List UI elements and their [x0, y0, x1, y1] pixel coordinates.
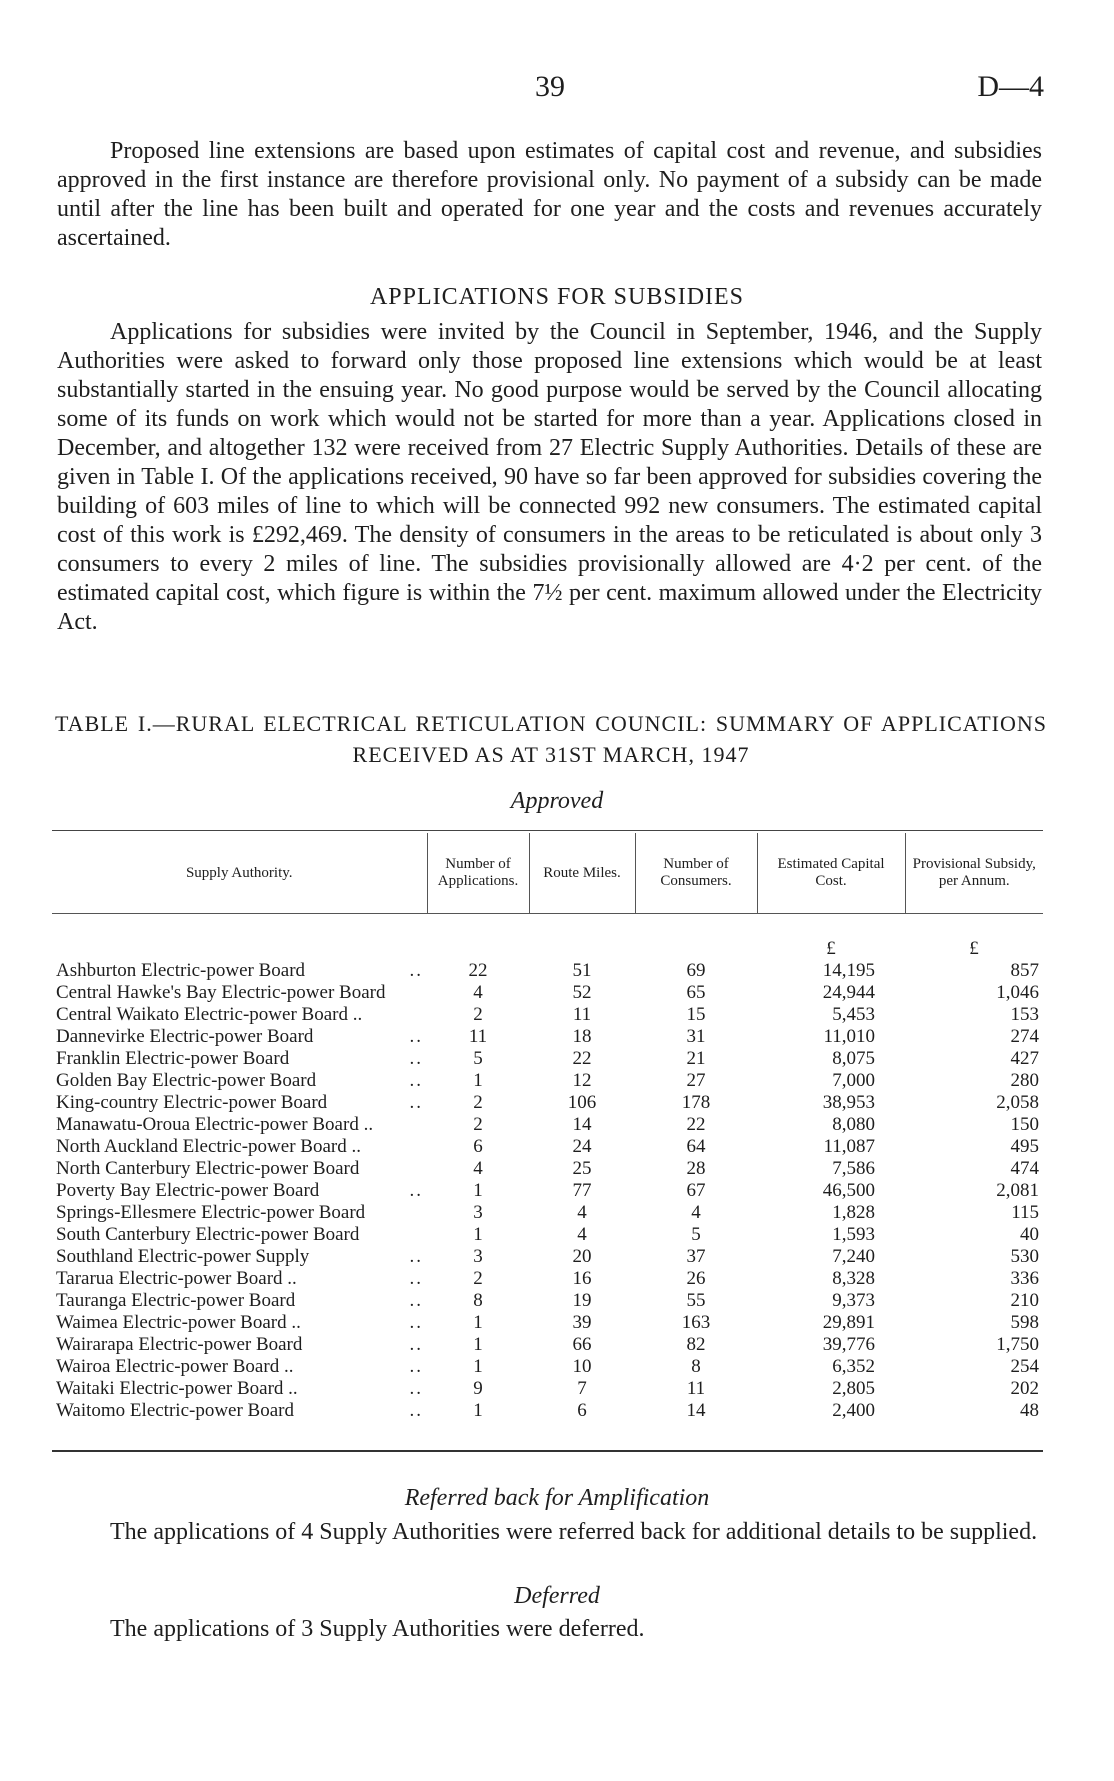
leader-dots: .. — [409, 1312, 423, 1333]
table-header-row — [52, 833, 1043, 914]
row-capital-cost: 8,328 — [832, 1268, 875, 1289]
row-authority — [52, 1180, 427, 1202]
row-subsidy: 48 — [1020, 1400, 1039, 1421]
header-applications: Number of Applications. — [427, 833, 529, 914]
document-code: D—4 — [977, 70, 1044, 103]
row-consumers: 67 — [686, 1180, 706, 1201]
approved-heading: Approved — [510, 788, 604, 814]
row-subsidy: 495 — [1010, 1136, 1039, 1157]
row-subsidy: 1,750 — [996, 1334, 1039, 1355]
row-applications: 1 — [473, 1400, 483, 1421]
authority-name: Waimea Electric-power Board .. — [56, 1312, 301, 1333]
row-consumers: 22 — [686, 1114, 706, 1135]
row-subsidy: 210 — [1010, 1290, 1039, 1311]
row-capital-cost: 2,400 — [832, 1400, 875, 1421]
row-route-miles: 66 — [572, 1334, 592, 1355]
table-row — [52, 1070, 1043, 1092]
authority-name: Central Waikato Electric-power Board .. — [56, 1004, 363, 1025]
row-route-miles: 12 — [572, 1070, 592, 1091]
row-capital-cost: 5,453 — [832, 1004, 875, 1025]
subsidy-unit: £ — [969, 938, 979, 959]
row-consumers: 14 — [686, 1400, 706, 1421]
row-authority — [52, 1202, 427, 1224]
cost-unit: £ — [826, 938, 836, 959]
row-route-miles: 4 — [577, 1202, 587, 1223]
row-route-miles: 4 — [577, 1224, 587, 1245]
leader-dots: .. — [409, 1378, 423, 1399]
row-applications: 9 — [473, 1378, 483, 1399]
row-applications: 3 — [473, 1202, 483, 1223]
row-applications: 3 — [473, 1246, 483, 1267]
row-authority — [52, 1378, 427, 1400]
authority-name: Springs-Ellesmere Electric-power Board — [56, 1202, 366, 1223]
row-subsidy: 280 — [1010, 1070, 1039, 1091]
row-subsidy: 115 — [1011, 1202, 1039, 1223]
leader-dots: .. — [409, 1268, 423, 1289]
applications-paragraph: Applications for subsidies were invited by the Council in September, 1946, and the Supply Authorities were asked to forward only those proposed line extensions which would be at least substantially started in the ensuing year. No good purpose would be served by the Council allocating some of its funds on work which would not be started for more than a year. Applications closed in December, and altogether 132 were received from 27 Electric Supply Authorities. Details of these are given in Table I. Of the applications received, 90 have so far been approved for subsidies covering the building of 603 miles of line to which will be connected 992 new consumers. The estimated capital cost of this work is £292,469. The density of consumers in the areas to be reticulated is about only 3 consumers to every 2 miles of line. The subsidies provisionally allowed are 4·2 per cent. of the estimated capital cost, which figure is within the 7½ per cent. maximum allowed under the Electricity Act. — [57, 319, 1042, 635]
row-route-miles: 39 — [572, 1312, 592, 1333]
row-consumers: 15 — [686, 1004, 706, 1025]
leader-dots: .. — [409, 1180, 423, 1201]
row-capital-cost: 6,352 — [832, 1356, 875, 1377]
row-capital-cost: 38,953 — [822, 1092, 875, 1113]
leader-dots: .. — [409, 1400, 423, 1421]
section-heading: APPLICATIONS FOR SUBSIDIES — [369, 284, 745, 310]
authority-name: Dannevirke Electric-power Board — [56, 1026, 314, 1047]
leader-dots: .. — [409, 1026, 423, 1047]
row-consumers: 28 — [686, 1158, 706, 1179]
table-top-rule — [52, 830, 1043, 831]
row-subsidy: 40 — [1020, 1224, 1039, 1245]
row-consumers: 21 — [686, 1048, 706, 1069]
deferred-heading: Deferred — [514, 1583, 600, 1609]
leader-dots: .. — [409, 960, 423, 981]
row-applications: 2 — [473, 1114, 483, 1135]
row-applications: 8 — [473, 1290, 483, 1311]
table-bottom-rule — [52, 1450, 1043, 1452]
row-authority — [52, 1224, 427, 1246]
row-capital-cost: 7,586 — [832, 1158, 875, 1179]
row-authority — [52, 1246, 427, 1268]
row-subsidy: 2,081 — [996, 1180, 1039, 1201]
row-subsidy: 474 — [1010, 1158, 1039, 1179]
referred-paragraph: The applications of 4 Supply Authorities were referred back for additional details to be supplied. — [110, 1519, 1038, 1545]
row-authority — [52, 1290, 427, 1312]
authority-name: North Canterbury Electric-power Board — [56, 1158, 360, 1179]
row-applications: 22 — [468, 960, 488, 981]
table-row — [52, 1400, 1043, 1422]
row-subsidy: 202 — [1010, 1378, 1039, 1399]
row-applications: 5 — [473, 1048, 483, 1069]
authority-name: Wairoa Electric-power Board .. — [56, 1356, 294, 1377]
row-applications: 6 — [473, 1136, 483, 1157]
authority-name: King-country Electric-power Board — [56, 1092, 328, 1113]
header-route-miles: Route Miles. — [529, 833, 635, 914]
row-authority — [52, 982, 427, 1004]
row-capital-cost: 11,010 — [823, 1026, 875, 1047]
row-applications: 4 — [473, 1158, 483, 1179]
row-consumers: 37 — [686, 1246, 706, 1267]
authority-name: Central Hawke's Bay Electric-power Board — [56, 982, 386, 1003]
row-consumers: 64 — [686, 1136, 706, 1157]
authority-name: Southland Electric-power Supply — [56, 1246, 310, 1267]
row-applications: 1 — [473, 1224, 483, 1245]
row-route-miles: 6 — [577, 1400, 587, 1421]
authority-name: Tararua Electric-power Board .. — [56, 1268, 297, 1289]
table-row — [52, 1356, 1043, 1378]
authority-name: Wairarapa Electric-power Board — [56, 1334, 303, 1355]
row-consumers: 27 — [686, 1070, 706, 1091]
row-route-miles: 19 — [572, 1290, 592, 1311]
header-subsidy: Provisional Subsidy, per Annum. — [905, 833, 1043, 914]
authority-name: Golden Bay Electric-power Board — [56, 1070, 317, 1091]
row-subsidy: 153 — [1010, 1004, 1039, 1025]
row-route-miles: 52 — [572, 982, 592, 1003]
row-subsidy: 857 — [1010, 960, 1039, 981]
row-subsidy: 598 — [1010, 1312, 1039, 1333]
row-authority — [52, 1136, 427, 1158]
leader-dots: .. — [409, 1070, 423, 1091]
table-row — [52, 1378, 1043, 1400]
authority-name: Ashburton Electric-power Board — [56, 960, 306, 981]
row-applications: 1 — [473, 1356, 483, 1377]
authority-name: South Canterbury Electric-power Board — [56, 1224, 360, 1245]
row-route-miles: 20 — [572, 1246, 592, 1267]
row-route-miles: 16 — [572, 1268, 592, 1289]
header-consumers: Number of Consumers. — [635, 833, 757, 914]
row-consumers: 26 — [686, 1268, 706, 1289]
row-consumers: 82 — [686, 1334, 706, 1355]
authority-name: Waitomo Electric-power Board — [56, 1400, 294, 1421]
row-applications: 2 — [473, 1004, 483, 1025]
table-row — [52, 1004, 1043, 1026]
row-capital-cost: 29,891 — [822, 1312, 875, 1333]
row-route-miles: 10 — [572, 1356, 592, 1377]
row-consumers: 65 — [686, 982, 706, 1003]
header-capital-cost: Estimated Capital Cost. — [757, 833, 905, 914]
row-route-miles: 51 — [572, 960, 592, 981]
leader-dots: .. — [409, 1290, 423, 1311]
row-route-miles: 106 — [567, 1092, 597, 1113]
row-applications: 1 — [473, 1180, 483, 1201]
table-row — [52, 1290, 1043, 1312]
table-row — [52, 1268, 1043, 1290]
row-capital-cost: 7,000 — [832, 1070, 875, 1091]
row-consumers: 55 — [686, 1290, 706, 1311]
table-row — [52, 1224, 1043, 1246]
row-applications: 1 — [473, 1312, 483, 1333]
row-authority — [52, 1334, 427, 1356]
table-row — [52, 1202, 1043, 1224]
row-consumers: 4 — [691, 1202, 701, 1223]
row-capital-cost: 46,500 — [822, 1180, 875, 1201]
row-subsidy: 530 — [1010, 1246, 1039, 1267]
row-authority — [52, 1048, 427, 1070]
table-row — [52, 1114, 1043, 1136]
row-authority — [52, 1312, 427, 1334]
row-capital-cost: 1,593 — [832, 1224, 875, 1245]
row-consumers: 163 — [681, 1312, 711, 1333]
row-capital-cost: 14,195 — [822, 960, 875, 981]
row-capital-cost: 39,776 — [822, 1334, 875, 1355]
row-route-miles: 77 — [572, 1180, 592, 1201]
leader-dots: .. — [409, 1356, 423, 1377]
row-route-miles: 25 — [572, 1158, 592, 1179]
row-authority — [52, 1268, 427, 1290]
table-row — [52, 1180, 1043, 1202]
row-authority — [52, 1114, 427, 1136]
row-subsidy: 336 — [1010, 1268, 1039, 1289]
row-authority — [52, 1004, 427, 1026]
header-supply-authority: Supply Authority. — [52, 833, 427, 914]
row-route-miles: 18 — [572, 1026, 592, 1047]
table-row — [52, 1136, 1043, 1158]
row-subsidy: 150 — [1010, 1114, 1039, 1135]
row-consumers: 11 — [686, 1378, 706, 1399]
leader-dots: .. — [409, 1246, 423, 1267]
authority-name: Manawatu-Oroua Electric-power Board .. — [56, 1114, 374, 1135]
row-authority — [52, 1400, 427, 1422]
currency-unit-row — [52, 914, 1043, 961]
table-row — [52, 1246, 1043, 1268]
table-row — [52, 1092, 1043, 1114]
row-applications: 4 — [473, 982, 483, 1003]
row-consumers: 69 — [686, 960, 706, 981]
table-row — [52, 1158, 1043, 1180]
row-capital-cost: 7,240 — [832, 1246, 875, 1267]
row-subsidy: 254 — [1010, 1356, 1039, 1377]
referred-heading: Referred back for Amplification — [404, 1485, 710, 1511]
row-authority — [52, 1356, 427, 1378]
leader-dots: .. — [409, 1092, 423, 1113]
row-applications: 2 — [473, 1268, 483, 1289]
table-row — [52, 1312, 1043, 1334]
table-caption-line-1: TABLE I.—RURAL ELECTRICAL RETICULATION COUNCIL: SUMMARY OF APPLICATIONS — [55, 711, 1047, 736]
page-number: 39 — [535, 70, 565, 103]
table-row — [52, 960, 1043, 982]
leader-dots: .. — [409, 1048, 423, 1069]
authority-name: Tauranga Electric-power Board — [56, 1290, 296, 1311]
table-caption-line-2: RECEIVED AS AT 31ST MARCH, 1947 — [352, 742, 750, 767]
row-capital-cost: 8,075 — [832, 1048, 875, 1069]
table-row — [52, 1334, 1043, 1356]
row-capital-cost: 24,944 — [822, 982, 875, 1003]
row-route-miles: 14 — [572, 1114, 592, 1135]
row-subsidy: 427 — [1010, 1048, 1039, 1069]
row-authority — [52, 1070, 427, 1092]
row-route-miles: 22 — [572, 1048, 592, 1069]
row-consumers: 5 — [691, 1224, 701, 1245]
row-route-miles: 11 — [572, 1004, 592, 1025]
row-authority — [52, 1158, 427, 1180]
row-consumers: 8 — [691, 1356, 701, 1377]
authority-name: North Auckland Electric-power Board .. — [56, 1136, 361, 1157]
row-applications: 1 — [473, 1334, 483, 1355]
row-subsidy: 274 — [1010, 1026, 1039, 1047]
table-row — [52, 1026, 1043, 1048]
row-authority — [52, 960, 427, 982]
row-consumers: 178 — [681, 1092, 711, 1113]
row-capital-cost: 1,828 — [832, 1202, 875, 1223]
row-capital-cost: 8,080 — [832, 1114, 875, 1135]
row-applications: 11 — [468, 1026, 488, 1047]
row-authority — [52, 1092, 427, 1114]
table-row — [52, 982, 1043, 1004]
row-capital-cost: 2,805 — [832, 1378, 875, 1399]
row-route-miles: 24 — [572, 1136, 592, 1157]
row-subsidy: 1,046 — [996, 982, 1039, 1003]
intro-paragraph: Proposed line extensions are based upon estimates of capital cost and revenue, and subsidies approved in the first instance are therefore provisional only. No payment of a subsidy can be made until after the line has been built and operated for one year and the costs and revenues accurately ascertained. — [57, 138, 1042, 251]
row-applications: 1 — [473, 1070, 483, 1091]
authority-name: Waitaki Electric-power Board .. — [56, 1378, 298, 1399]
row-capital-cost: 11,087 — [823, 1136, 875, 1157]
applications-table — [52, 833, 1043, 1422]
leader-dots: .. — [409, 1334, 423, 1355]
row-capital-cost: 9,373 — [832, 1290, 875, 1311]
authority-name: Poverty Bay Electric-power Board — [56, 1180, 320, 1201]
row-route-miles: 7 — [577, 1378, 587, 1399]
table-row — [52, 1048, 1043, 1070]
row-consumers: 31 — [686, 1026, 706, 1047]
row-applications: 2 — [473, 1092, 483, 1113]
authority-name: Franklin Electric-power Board — [56, 1048, 290, 1069]
row-authority — [52, 1026, 427, 1048]
deferred-paragraph: The applications of 3 Supply Authorities were deferred. — [110, 1616, 645, 1642]
row-subsidy: 2,058 — [996, 1092, 1039, 1113]
